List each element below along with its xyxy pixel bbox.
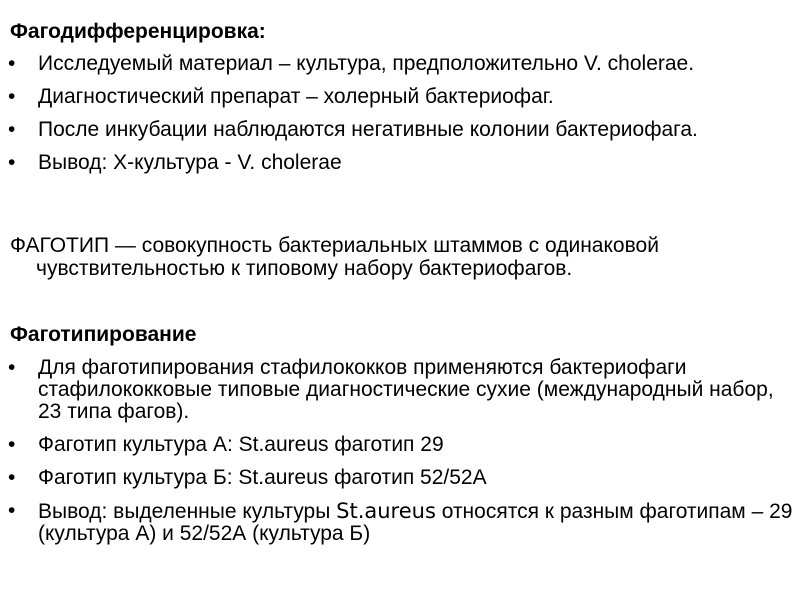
conclusion-suffix: относятся к разным фаготипам – 29 (культура А) и 52/52А (культура Б) <box>38 500 793 545</box>
bullet-marker: • <box>8 118 16 141</box>
bullet-list-phagotyping <box>0 357 798 556</box>
list-item <box>0 152 798 174</box>
phagotype-definition: ФАГОТИП — совокупность бактериальных штаммов с одинаковой чувствительностью к типовому набору бактериофагов. <box>10 234 659 280</box>
list-item-text: Исследуемый материал – культура, предположительно V. cholerae. <box>38 52 695 75</box>
list-item <box>0 86 798 108</box>
bullet-marker: • <box>8 433 16 456</box>
list-item-conclusion <box>0 500 798 545</box>
list-item <box>0 53 798 75</box>
bullet-marker: • <box>8 466 16 489</box>
list-item-text: Для фаготипирования стафилококков применяются бактериофаги стафилококковые типовые диагностические сухие (международный набор, 23 типа фагов). <box>38 356 774 423</box>
bullet-marker: • <box>8 52 16 75</box>
list-item-text: Фаготип культура А: St.aureus фаготип 29 <box>38 433 444 456</box>
bullet-marker: • <box>8 151 16 174</box>
section-heading-phagodifferentiation: Фагодифференцировка: <box>10 20 266 43</box>
list-item-text: Диагностический препарат – холерный бактериофаг. <box>38 85 554 108</box>
list-item-text: После инкубации наблюдаются негативные колонии бактериофага. <box>38 118 698 141</box>
bullet-list-phagodifferentiation <box>0 53 798 185</box>
list-item-text: Фаготип культура Б: St.aureus фаготип 52/52А <box>38 466 487 489</box>
bullet-marker: • <box>8 499 16 522</box>
list-item <box>0 357 798 423</box>
bullet-marker: • <box>8 85 16 108</box>
list-item-text: Вывод: Х-культура - V. cholerae <box>38 151 342 174</box>
conclusion-prefix: Вывод: выделенные культуры <box>38 500 337 523</box>
list-item <box>0 467 798 489</box>
bullet-marker: • <box>8 356 16 379</box>
list-item <box>0 434 798 456</box>
conclusion-species: St.aureus <box>336 499 436 523</box>
section-heading-phagotyping: Фаготипирование <box>10 323 197 346</box>
list-item <box>0 119 798 141</box>
